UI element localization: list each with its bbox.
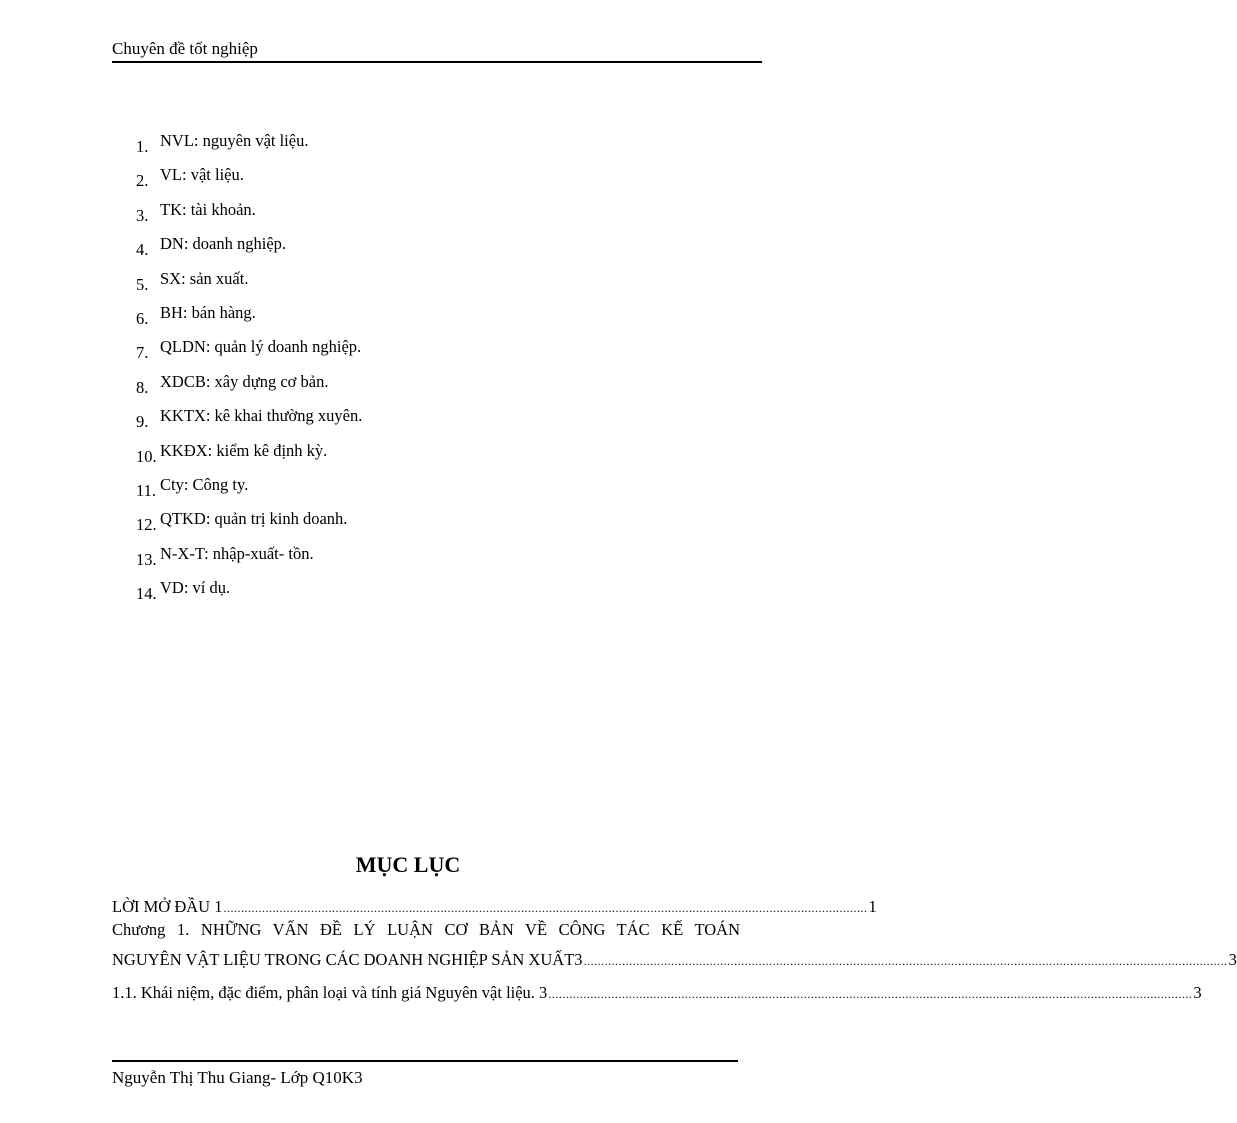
list-item bbox=[112, 438, 712, 472]
toc-entry-section-1-1[interactable] bbox=[112, 982, 1202, 1005]
toc-entry-chapter-1-line-2[interactable] bbox=[112, 949, 1237, 972]
list-item-number: 1. bbox=[136, 137, 149, 156]
list-item-number: 13. bbox=[136, 549, 157, 569]
list-item-text: XDCB: xây dựng cơ bản. bbox=[160, 371, 329, 391]
list-item-text: Cty: Công ty. bbox=[160, 474, 249, 494]
toc-entry-label: 1.1. Khái niệm, đặc điểm, phân loại và tính giá Nguyên vật liệu. 3 bbox=[112, 983, 548, 1002]
list-item bbox=[112, 300, 712, 334]
list-item bbox=[112, 334, 712, 368]
list-item-number: 12. bbox=[136, 515, 157, 535]
list-item-number: 8. bbox=[136, 377, 149, 397]
list-item-text: VD: ví dụ. bbox=[160, 578, 231, 598]
list-item-text: QTKD: quản trị kinh doanh. bbox=[160, 509, 348, 529]
header-divider bbox=[112, 61, 762, 63]
toc-entry-label: LỜI MỞ ĐẦU 1 bbox=[112, 897, 223, 916]
toc-entry-page: 1 bbox=[868, 897, 877, 916]
list-item-number: 9. bbox=[136, 412, 149, 432]
list-item-text: NVL: nguyên vật liệu. bbox=[160, 131, 309, 150]
footer-divider bbox=[112, 1060, 738, 1062]
list-item bbox=[112, 575, 712, 609]
page-footer-author: Nguyễn Thị Thu Giang- Lớp Q10K3 bbox=[112, 1068, 363, 1087]
list-item bbox=[112, 266, 712, 300]
toc-entry-page: 3 bbox=[1193, 983, 1202, 1002]
list-item-text: N-X-T: nhập-xuất- tồn. bbox=[160, 543, 314, 563]
list-item bbox=[112, 128, 712, 162]
list-item-number: 6. bbox=[136, 308, 149, 328]
toc-entry-page: 3 bbox=[1228, 950, 1237, 969]
list-item bbox=[112, 197, 712, 231]
list-item-number: 3. bbox=[136, 205, 149, 225]
toc-leader-dots: ........................................................................................................................................................................................ bbox=[583, 954, 1228, 968]
toc-leader-dots: ........................................................................................................................................................................................ bbox=[548, 987, 1193, 1001]
list-item bbox=[112, 472, 712, 506]
toc-leader-dots: ........................................................................................................................................................................................ bbox=[223, 901, 868, 915]
list-item-text: SX: sản xuất. bbox=[160, 268, 249, 288]
list-item-number: 14. bbox=[136, 584, 157, 604]
list-item bbox=[112, 403, 712, 437]
toc-entry-label: NGUYÊN VẬT LIỆU TRONG CÁC DOANH NGHIỆP SẢN XUẤT3 bbox=[112, 950, 583, 969]
list-item-text: VL: vật liệu. bbox=[160, 165, 244, 185]
list-item-number: 4. bbox=[136, 240, 149, 260]
list-item-number: 10. bbox=[136, 446, 157, 466]
list-item bbox=[112, 541, 712, 575]
toc-entry-chapter-1-line-1[interactable]: Chương 1. NHỮNG VẤN ĐỀ LÝ LUẬN CƠ BẢN VỀ CÔNG TÁC KẾ TOÁN bbox=[112, 920, 740, 939]
list-item-text: TK: tài khoản. bbox=[160, 199, 256, 219]
list-item-number: 11. bbox=[136, 480, 157, 500]
list-item-number: 5. bbox=[136, 274, 149, 294]
list-item bbox=[112, 162, 712, 196]
list-item-number: 7. bbox=[136, 343, 149, 363]
list-item-text: DN: doanh nghiệp. bbox=[160, 234, 287, 254]
list-item-text: KKTX: kê khai thường xuyên. bbox=[160, 406, 363, 426]
toc-title: MỤC LỤC bbox=[355, 852, 461, 877]
list-item bbox=[112, 369, 712, 403]
list-item-text: KKĐX: kiểm kê định kỳ. bbox=[160, 440, 328, 460]
list-item-text: BH: bán hàng. bbox=[160, 302, 256, 322]
abbreviation-list bbox=[112, 128, 712, 609]
list-item-number: 2. bbox=[136, 171, 149, 191]
list-item bbox=[112, 231, 712, 265]
list-item-text: QLDN: quản lý doanh nghiệp. bbox=[160, 337, 362, 357]
page-header-title: Chuyên đề tốt nghiệp bbox=[112, 39, 258, 58]
list-item bbox=[112, 506, 712, 540]
toc-entry-preface[interactable] bbox=[112, 896, 877, 919]
